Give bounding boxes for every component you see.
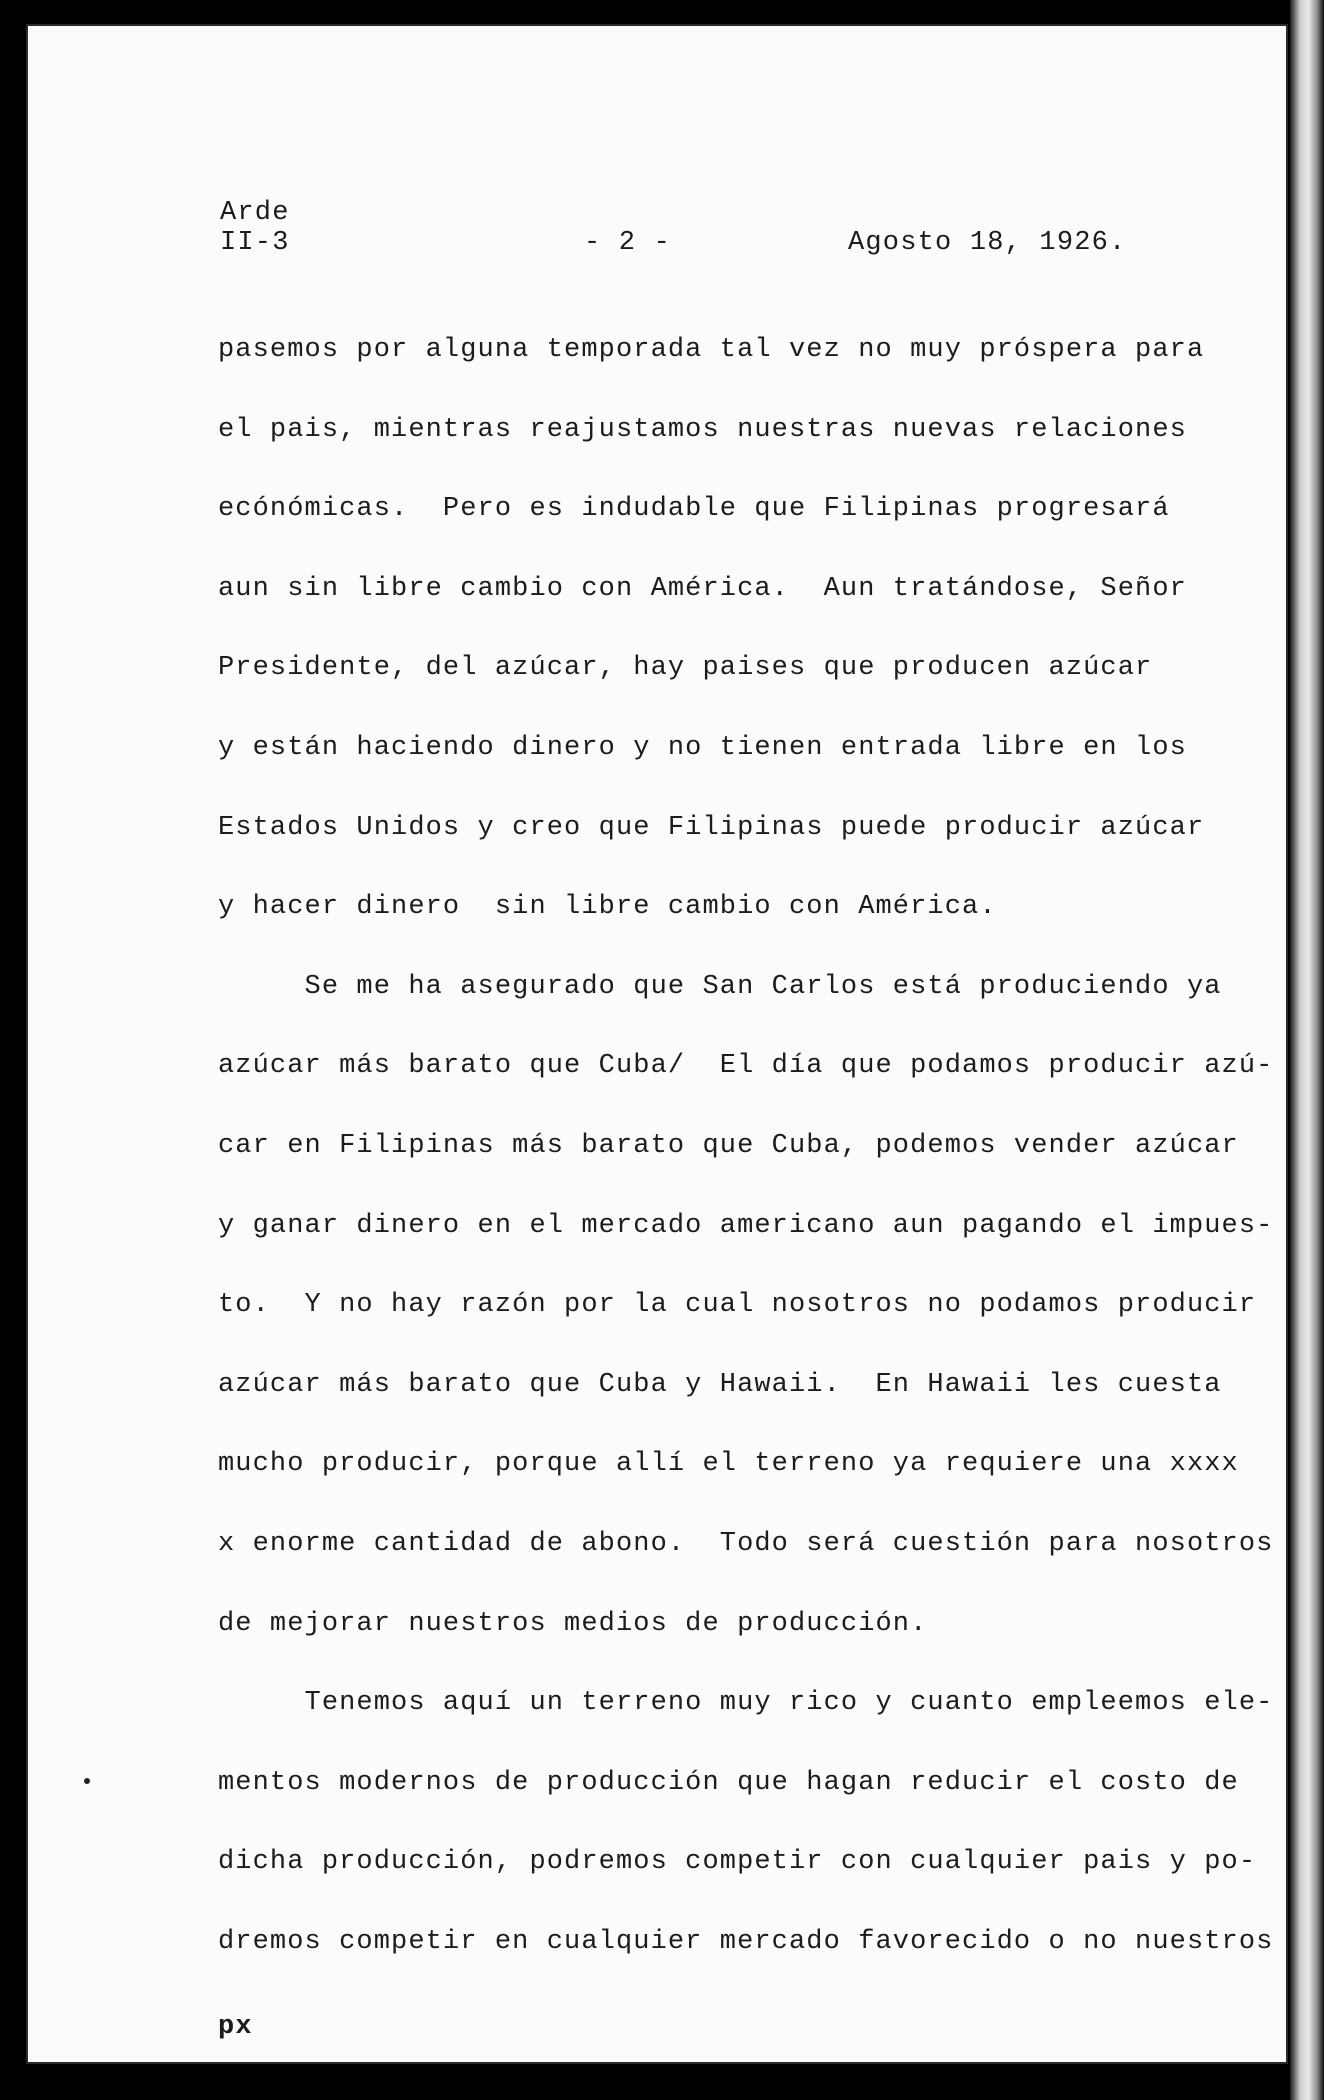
body-text xyxy=(218,330,1273,2001)
scan-edge xyxy=(1290,0,1324,2100)
text-line: el pais, mientras reajustamos nuestras nuevas relaciones xyxy=(218,414,1187,445)
text-line: azúcar más barato que Cuba y Hawaii. En Hawaii les cuesta xyxy=(218,1369,1222,1400)
text-line: mucho producir, porque allí el terreno ya requiere una xxxx xyxy=(218,1449,1239,1480)
text-line: x enorme cantidad de abono. Todo será cuestión para nosotros xyxy=(218,1528,1274,1559)
text-line: ecónómicas. Pero es indudable que Filipinas progresará xyxy=(218,494,1170,525)
text-line: Estados Unidos y creo que Filipinas puede producir azúcar xyxy=(218,812,1205,843)
document-date: Agosto 18, 1926. xyxy=(848,228,1127,258)
text-line: Tenemos aquí un terreno muy rico y cuanto empleemos ele- xyxy=(218,1688,1274,1719)
reference-line-1: Arde xyxy=(220,198,290,228)
text-line: y ganar dinero en el mercado americano aun pagando el impues- xyxy=(218,1210,1274,1241)
text-line: Se me ha asegurado que San Carlos está produciendo ya xyxy=(218,971,1222,1002)
footer-mark: px xyxy=(218,2012,253,2042)
text-line: Presidente, del azúcar, hay paises que producen azúcar xyxy=(218,653,1153,684)
text-line: pasemos por alguna temporada tal vez no muy próspera para xyxy=(218,335,1205,365)
text-line: y hacer dinero sin libre cambio con América. xyxy=(218,892,997,923)
document-reference xyxy=(220,198,290,258)
text-line: car en Filipinas más barato que Cuba, podemos vender azúcar xyxy=(218,1130,1239,1161)
text-line: dicha producción, podremos competir con cualquier pais y po- xyxy=(218,1847,1257,1878)
scan-speck xyxy=(84,1778,90,1784)
text-line: to. Y no hay razón por la cual nosotros no podamos producir xyxy=(218,1290,1257,1321)
text-line: aun sin libre cambio con América. Aun tratándose, Señor xyxy=(218,573,1187,604)
page-number: - 2 - xyxy=(584,228,672,258)
reference-line-2: II-3 xyxy=(220,228,290,258)
text-line: y están haciendo dinero y no tienen entrada libre en los xyxy=(218,732,1187,763)
text-line: dremos competir en cualquier mercado favorecido o no nuestros xyxy=(218,1926,1274,1957)
text-line: de mejorar nuestros medios de producción. xyxy=(218,1608,928,1639)
text-line: mentos modernos de producción que hagan reducir el costo de xyxy=(218,1767,1239,1798)
text-line: azúcar más barato que Cuba/ El día que podamos producir azú- xyxy=(218,1051,1274,1082)
